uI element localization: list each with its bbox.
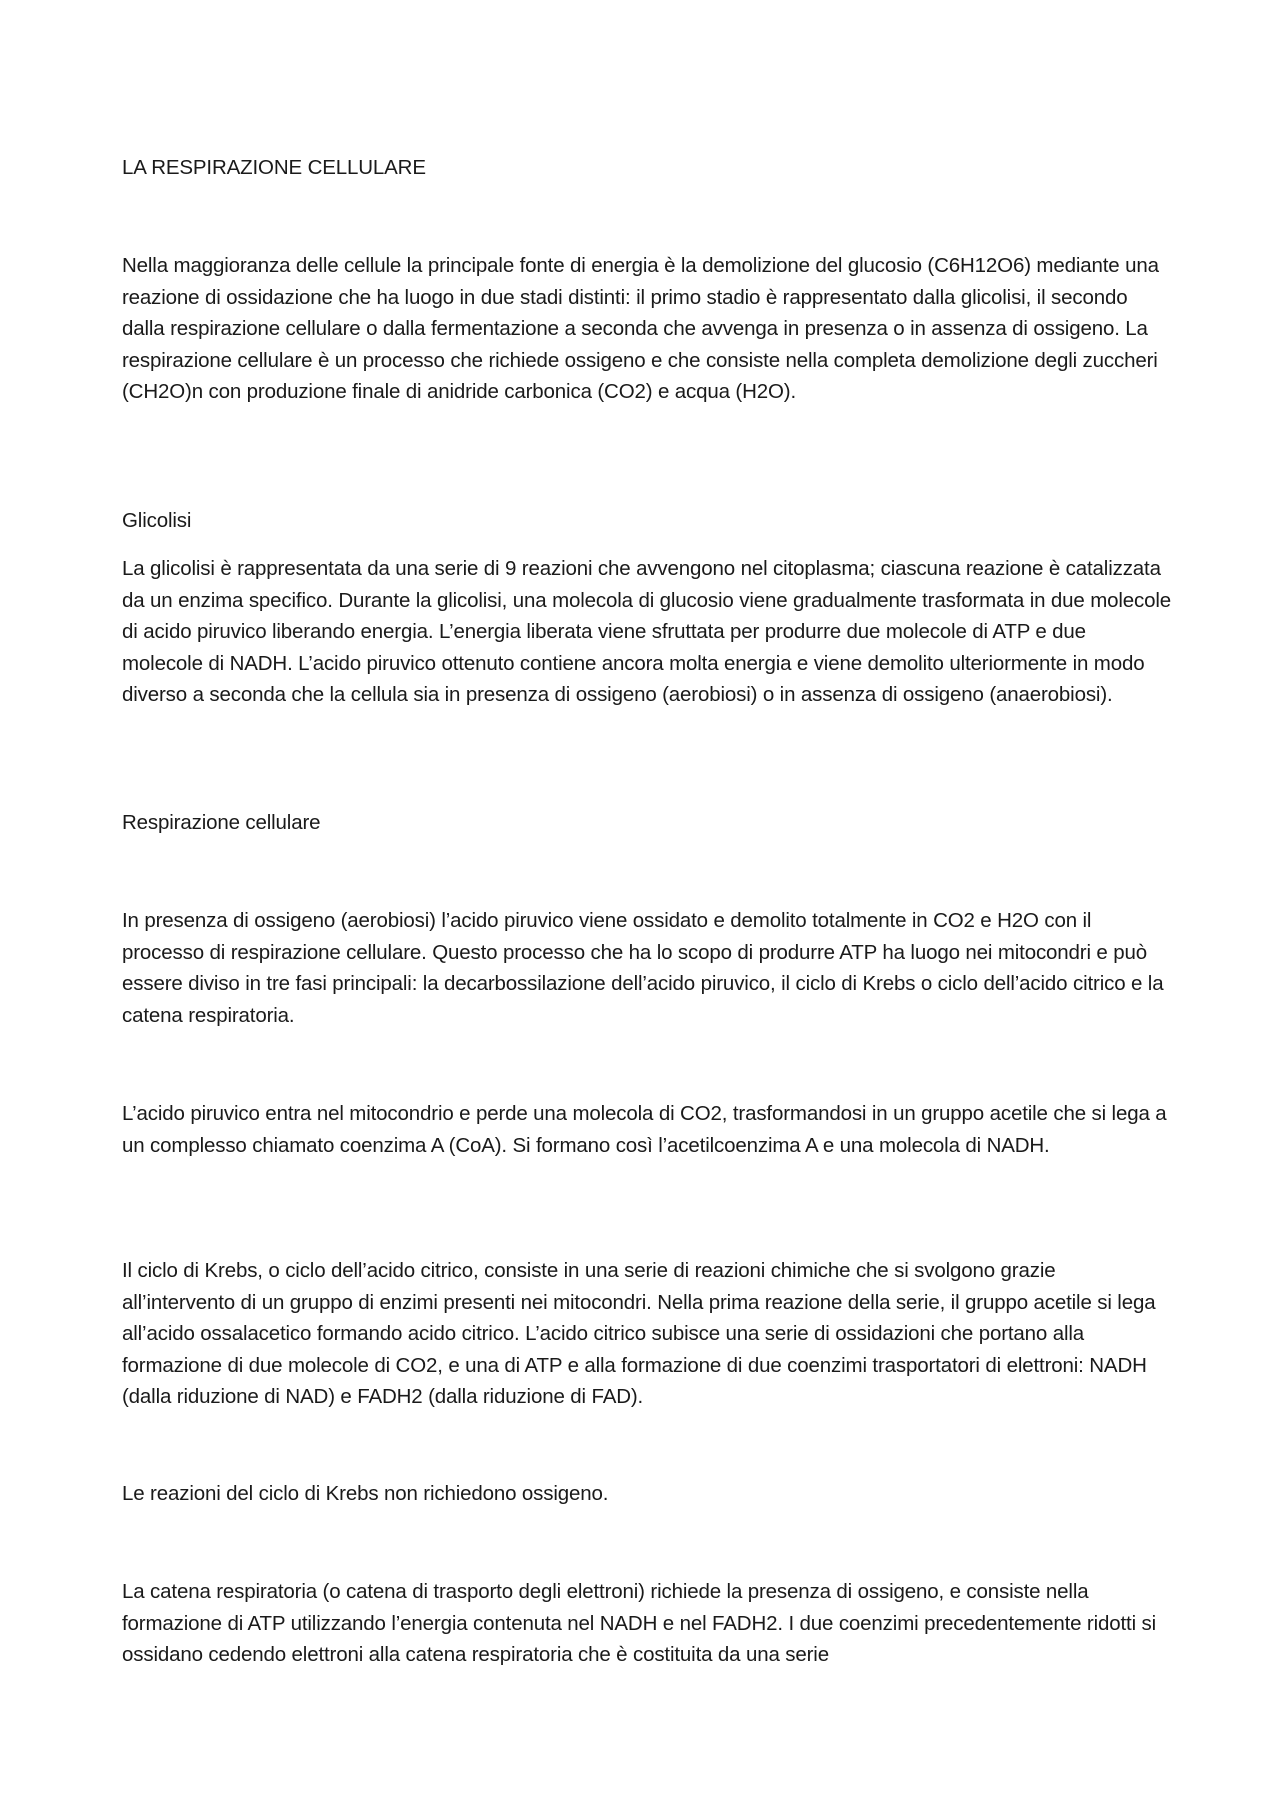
catena-paragraph: La catena respiratoria (o catena di trasporto degli elettroni) richiede la presenza di ossigeno, e consiste nella formazione di ATP utilizzando l’energia contenuta nel NADH e nel FADH2. I due coenzimi precedentemente ridotti si ossidano cedendo elettroni alla catena respiratoria che è costituita da una serie (122, 1580, 1157, 1666)
respirazione-heading: Respirazione cellulare (122, 811, 321, 834)
intro-paragraph: Nella maggioranza delle cellule la principale fonte di energia è la demolizione del glucosio (C6H12O6) mediante una reazione di ossidazione che ha luogo in due stadi distinti: il primo stadio è rappresentato dalla glicolisi, il secondo dalla respirazione cellulare o dalla fermentazione a seconda che avvenga in presenza o in assenza di ossigeno. La respirazione cellulare è un processo che richiede ossigeno e che consiste nella completa demolizione degli zuccheri (CH2O)n con produzione finale di anidride carbonica (CO2) e acqua (H2O). (122, 254, 1159, 403)
krebs-paragraph: Il ciclo di Krebs, o ciclo dell’acido citrico, consiste in una serie di reazioni chimiche che si svolgono grazie all’intervento di un gruppo di enzimi presenti nei mitocondri. Nella prima reazione della serie, il gruppo acetile si lega all’acido ossalacetico formando acido citrico. L’acido citrico subisce una serie di ossidazioni che portano alla formazione di due molecole di CO2, e una di ATP e alla formazione di due coenzimi trasportatori di elettroni: NADH (dalla riduzione di NAD) e FADH2 (dalla riduzione di FAD). (122, 1259, 1156, 1408)
krebs-note: Le reazioni del ciclo di Krebs non richiedono ossigeno. (122, 1482, 609, 1505)
glicolisi-paragraph: La glicolisi è rappresentata da una serie di 9 reazioni che avvengono nel citoplasma; ciascuna reazione è catalizzata da un enzima specifico. Durante la glicolisi, una molecola di glucosio viene gradualmente trasformata in due molecole di acido piruvico liberando energia. L’energia liberata viene sfruttata per produrre due molecole di ATP e due molecole di NADH. L’acido piruvico ottenuto contiene ancora molta energia e viene demolito ulteriormente in modo diverso a seconda che la cellula sia in presenza di ossigeno (aerobiosi) o in assenza di ossigeno (anaerobiosi). (122, 557, 1172, 706)
respirazione-paragraph: In presenza di ossigeno (aerobiosi) l’acido piruvico viene ossidato e demolito totalmente in CO2 e H2O con il processo di respirazione cellulare. Questo processo che ha lo scopo di produrre ATP ha luogo nei mitocondri e può essere diviso in tre fasi principali: la decarbossilazione dell’acido piruvico, il ciclo di Krebs o ciclo dell’acido citrico e la catena respiratoria. (122, 909, 1164, 1027)
document-title: LA RESPIRAZIONE CELLULARE (122, 156, 426, 179)
glicolisi-heading: Glicolisi (122, 509, 192, 532)
piruvico-paragraph: L’acido piruvico entra nel mitocondrio e perde una molecola di CO2, trasformandosi in un gruppo acetile che si lega a un complesso chiamato coenzima A (CoA). Si formano così l’acetilcoenzima A e una molecola di NADH. (122, 1102, 1167, 1157)
